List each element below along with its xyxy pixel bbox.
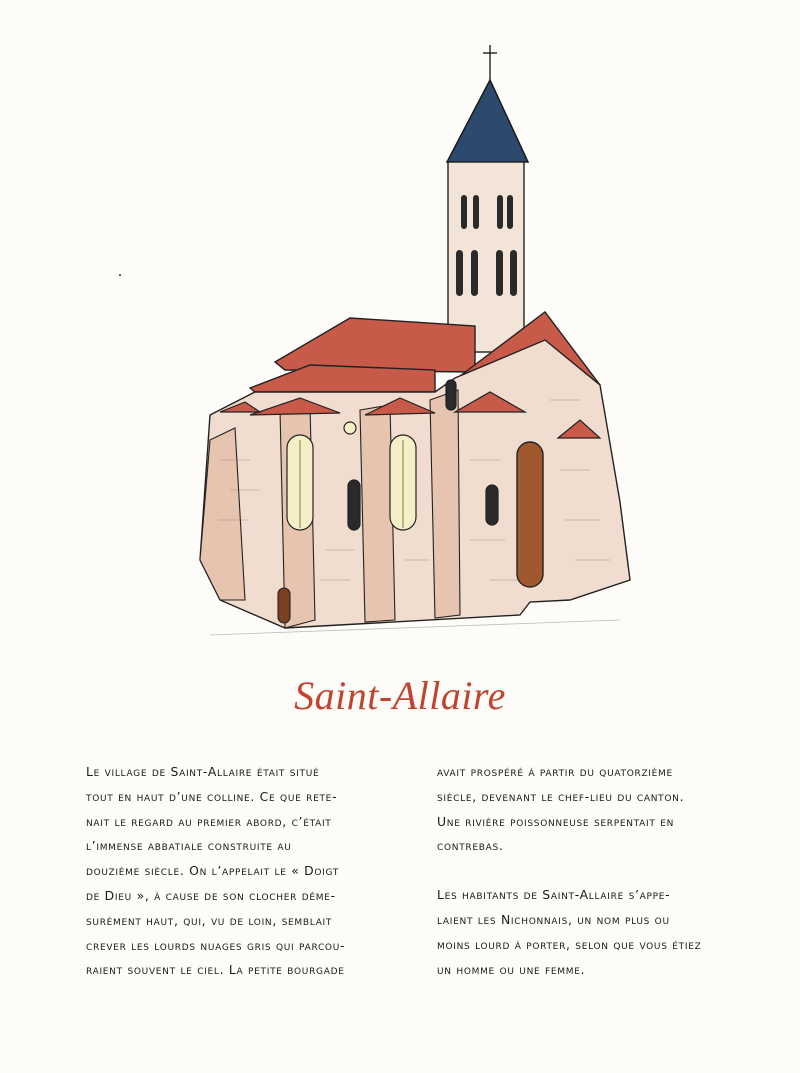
spire xyxy=(447,80,528,162)
text-line: crever les lourds nuages gris qui parcou- xyxy=(86,937,346,953)
text-line: Une rivière poissonneuse serpentait en xyxy=(437,813,675,829)
text-line: l’immense abbatiale construite au xyxy=(86,838,292,854)
text-line: tout en haut d’une colline. Ce que rete- xyxy=(86,788,338,804)
text-line: contrebas. xyxy=(437,838,504,854)
church-illustration xyxy=(190,40,650,650)
rose-window xyxy=(344,422,356,434)
text-line: siècle, devenant le chef-lieu du canton. xyxy=(437,788,685,804)
right-text-column xyxy=(437,760,737,982)
text-line: laient les Nichonnais, un nom plus ou xyxy=(437,911,670,927)
paragraph-gap xyxy=(437,859,737,883)
page-title: Saint-Allaire xyxy=(294,673,506,718)
text-line: douzième siècle. On l’appelait le « Doigt xyxy=(86,863,340,879)
left-text-column xyxy=(86,760,376,983)
apse-roof xyxy=(250,365,435,392)
text-line: surément haut, qui, vu de loin, semblait xyxy=(86,912,333,928)
text-line: nait le regard au premier abord, c’était xyxy=(86,813,332,829)
text-line: moins lourd à porter, selon que vous étiez xyxy=(437,936,702,952)
nave-roof xyxy=(275,318,475,372)
text-line: Les habitants de Saint-Allaire s’appe- xyxy=(437,887,671,903)
text-line: un homme ou une femme. xyxy=(437,961,586,977)
stray-ink-dot xyxy=(119,274,121,276)
side-door xyxy=(278,588,290,623)
text-line: Le village de Saint-Allaire était situé xyxy=(86,764,320,779)
text-line: avait prospéré à partir du quatorzième xyxy=(437,764,673,779)
text-line: raient souvent le ciel. La petite bourgade xyxy=(86,962,345,978)
cross-icon xyxy=(483,45,497,80)
main-door xyxy=(517,442,543,587)
text-line: de Dieu », à cause de son clocher déme- xyxy=(86,887,336,903)
